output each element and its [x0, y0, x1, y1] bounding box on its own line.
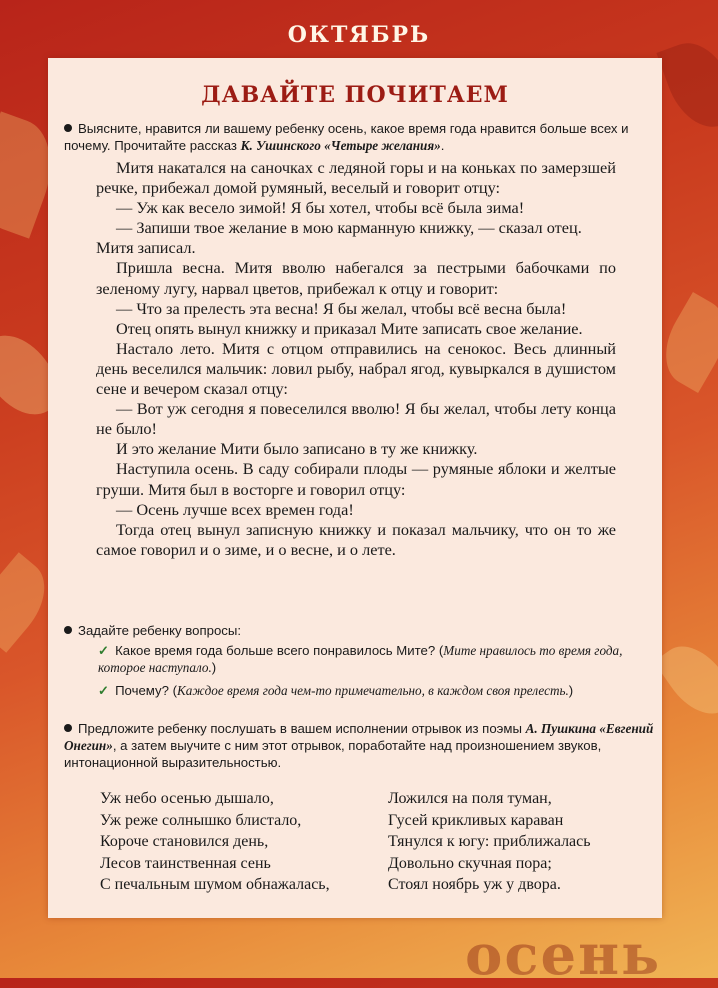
task-3 — [64, 720, 654, 771]
poem-line: Лесов таинственная сень — [100, 854, 271, 872]
task-3-text: Предложите ребенку послушать в вашем исполнении отрывок из поэмы — [78, 721, 526, 736]
story-paragraph: И это желание Мити было записано в ту же книжку. — [116, 439, 478, 459]
question-text: Почему? ( — [115, 683, 177, 698]
task-1-reference: К. Ушинского «Четыре желания» — [240, 138, 441, 153]
story-paragraph: — Запиши твое желание в мою карманную книжку, — сказал отец. — [116, 218, 582, 238]
poem-line: Уж реже солнышко блистало, — [100, 811, 302, 829]
poem-left-column — [100, 788, 330, 896]
poem-line: Довольно скучная пора; — [388, 854, 552, 872]
poem-line: Стоял ноябрь уж у двора. — [388, 876, 561, 893]
poem-line: Тянулся к югу: приближалась — [388, 833, 591, 850]
story-paragraph: — Уж как весело зимой! Я бы хотел, чтобы всё была зима! — [116, 198, 525, 218]
task-2 — [64, 622, 654, 639]
poem-right-column — [388, 788, 591, 896]
story-paragraph: — Осень лучше всех времен года! — [116, 499, 354, 519]
bullet-icon — [64, 724, 72, 732]
poem-line: Гусей крикливых караван — [388, 811, 564, 829]
bullet-icon — [64, 626, 72, 634]
content-panel — [48, 58, 662, 918]
story-paragraph: Тогда отец вынул записную книжку и показал мальчику, что он то же самое говорил и о зиме, и о весне, и о лете. — [96, 519, 616, 559]
task-1 — [64, 120, 654, 154]
question-end: ) — [211, 660, 217, 675]
question-answer: Каждое время года чем-то примечательно, в каждом своя прелесть. — [177, 683, 569, 698]
bullet-icon — [64, 124, 72, 132]
task-1-end: . — [440, 138, 445, 153]
story-paragraph: Пришла весна. Митя вволю набегался за пестрыми бабочками по зеленому лугу, нарвал цветов, прибежал к отцу и говорит: — [96, 258, 616, 298]
story-paragraph: Отец опять вынул книжку и приказал Мите записать свое желание. — [116, 318, 583, 338]
story-paragraph: Настало лето. Митя с отцом отправились на сенокос. Весь длинный день веселился мальчик: ловил рыбу, набрал ягод, кувыркался в душистом сене и вечером сказал отцу: — [96, 338, 616, 399]
checkmark-icon: ✓ — [98, 643, 110, 658]
question-answer: Мите нравилось то время года, которое наступало. — [98, 643, 623, 675]
poem-line: Уж небо осенью дышало, — [100, 790, 274, 807]
story-paragraph: — Вот уж сегодня я повеселился вволю! Я бы желал, чтобы лету конца не было! — [96, 399, 616, 439]
story-text — [96, 158, 616, 560]
leaf-decoration — [656, 32, 718, 137]
task-1-text: Выясните, нравится ли вашему ребенку осень, какое время года нравится больше всех и почему. Прочитайте рассказ — [64, 121, 629, 153]
question-text: Какое время года больше всего понравилось Мите? ( — [115, 643, 444, 658]
task-3-reference: А. Пушкина «Евгений Онегин» — [64, 721, 654, 753]
page-month-header: ОКТЯБРЬ — [287, 22, 431, 48]
story-paragraph: — Что за прелесть эта весна! Я бы желал, чтобы всё весна была! — [116, 298, 567, 318]
checkmark-icon: ✓ — [98, 683, 110, 698]
leaf-decoration — [654, 633, 718, 727]
story-paragraph: Митя записал. — [96, 238, 196, 258]
story-paragraph: Наступила осень. В саду собирали плоды — румяные яблоки и желтые груши. Митя был в восторге и говорил отцу: — [96, 459, 616, 499]
question-end: ) — [568, 683, 574, 698]
task-2-text: Задайте ребенку вопросы: — [78, 623, 242, 638]
poem-line: Короче становился день, — [100, 833, 269, 850]
story-paragraph: Митя накатался на саночках с ледяной горы и на коньках по замерзшей речке, прибежал домой румяный, веселый и говорит отцу: — [96, 158, 616, 198]
decor-word: осень — [465, 922, 662, 988]
poem-line: С печальным шумом обнажалась, — [100, 876, 330, 893]
question-item — [98, 642, 628, 676]
task-3-end: , а затем выучите с ним этот отрывок, поработайте над произношением звуков, интонационной выразительностью. — [64, 738, 602, 770]
section-title: ДАВАЙТЕ ПОЧИТАЕМ — [201, 82, 509, 108]
question-item — [98, 682, 628, 699]
poem-line: Ложился на поля туман, — [388, 790, 552, 807]
